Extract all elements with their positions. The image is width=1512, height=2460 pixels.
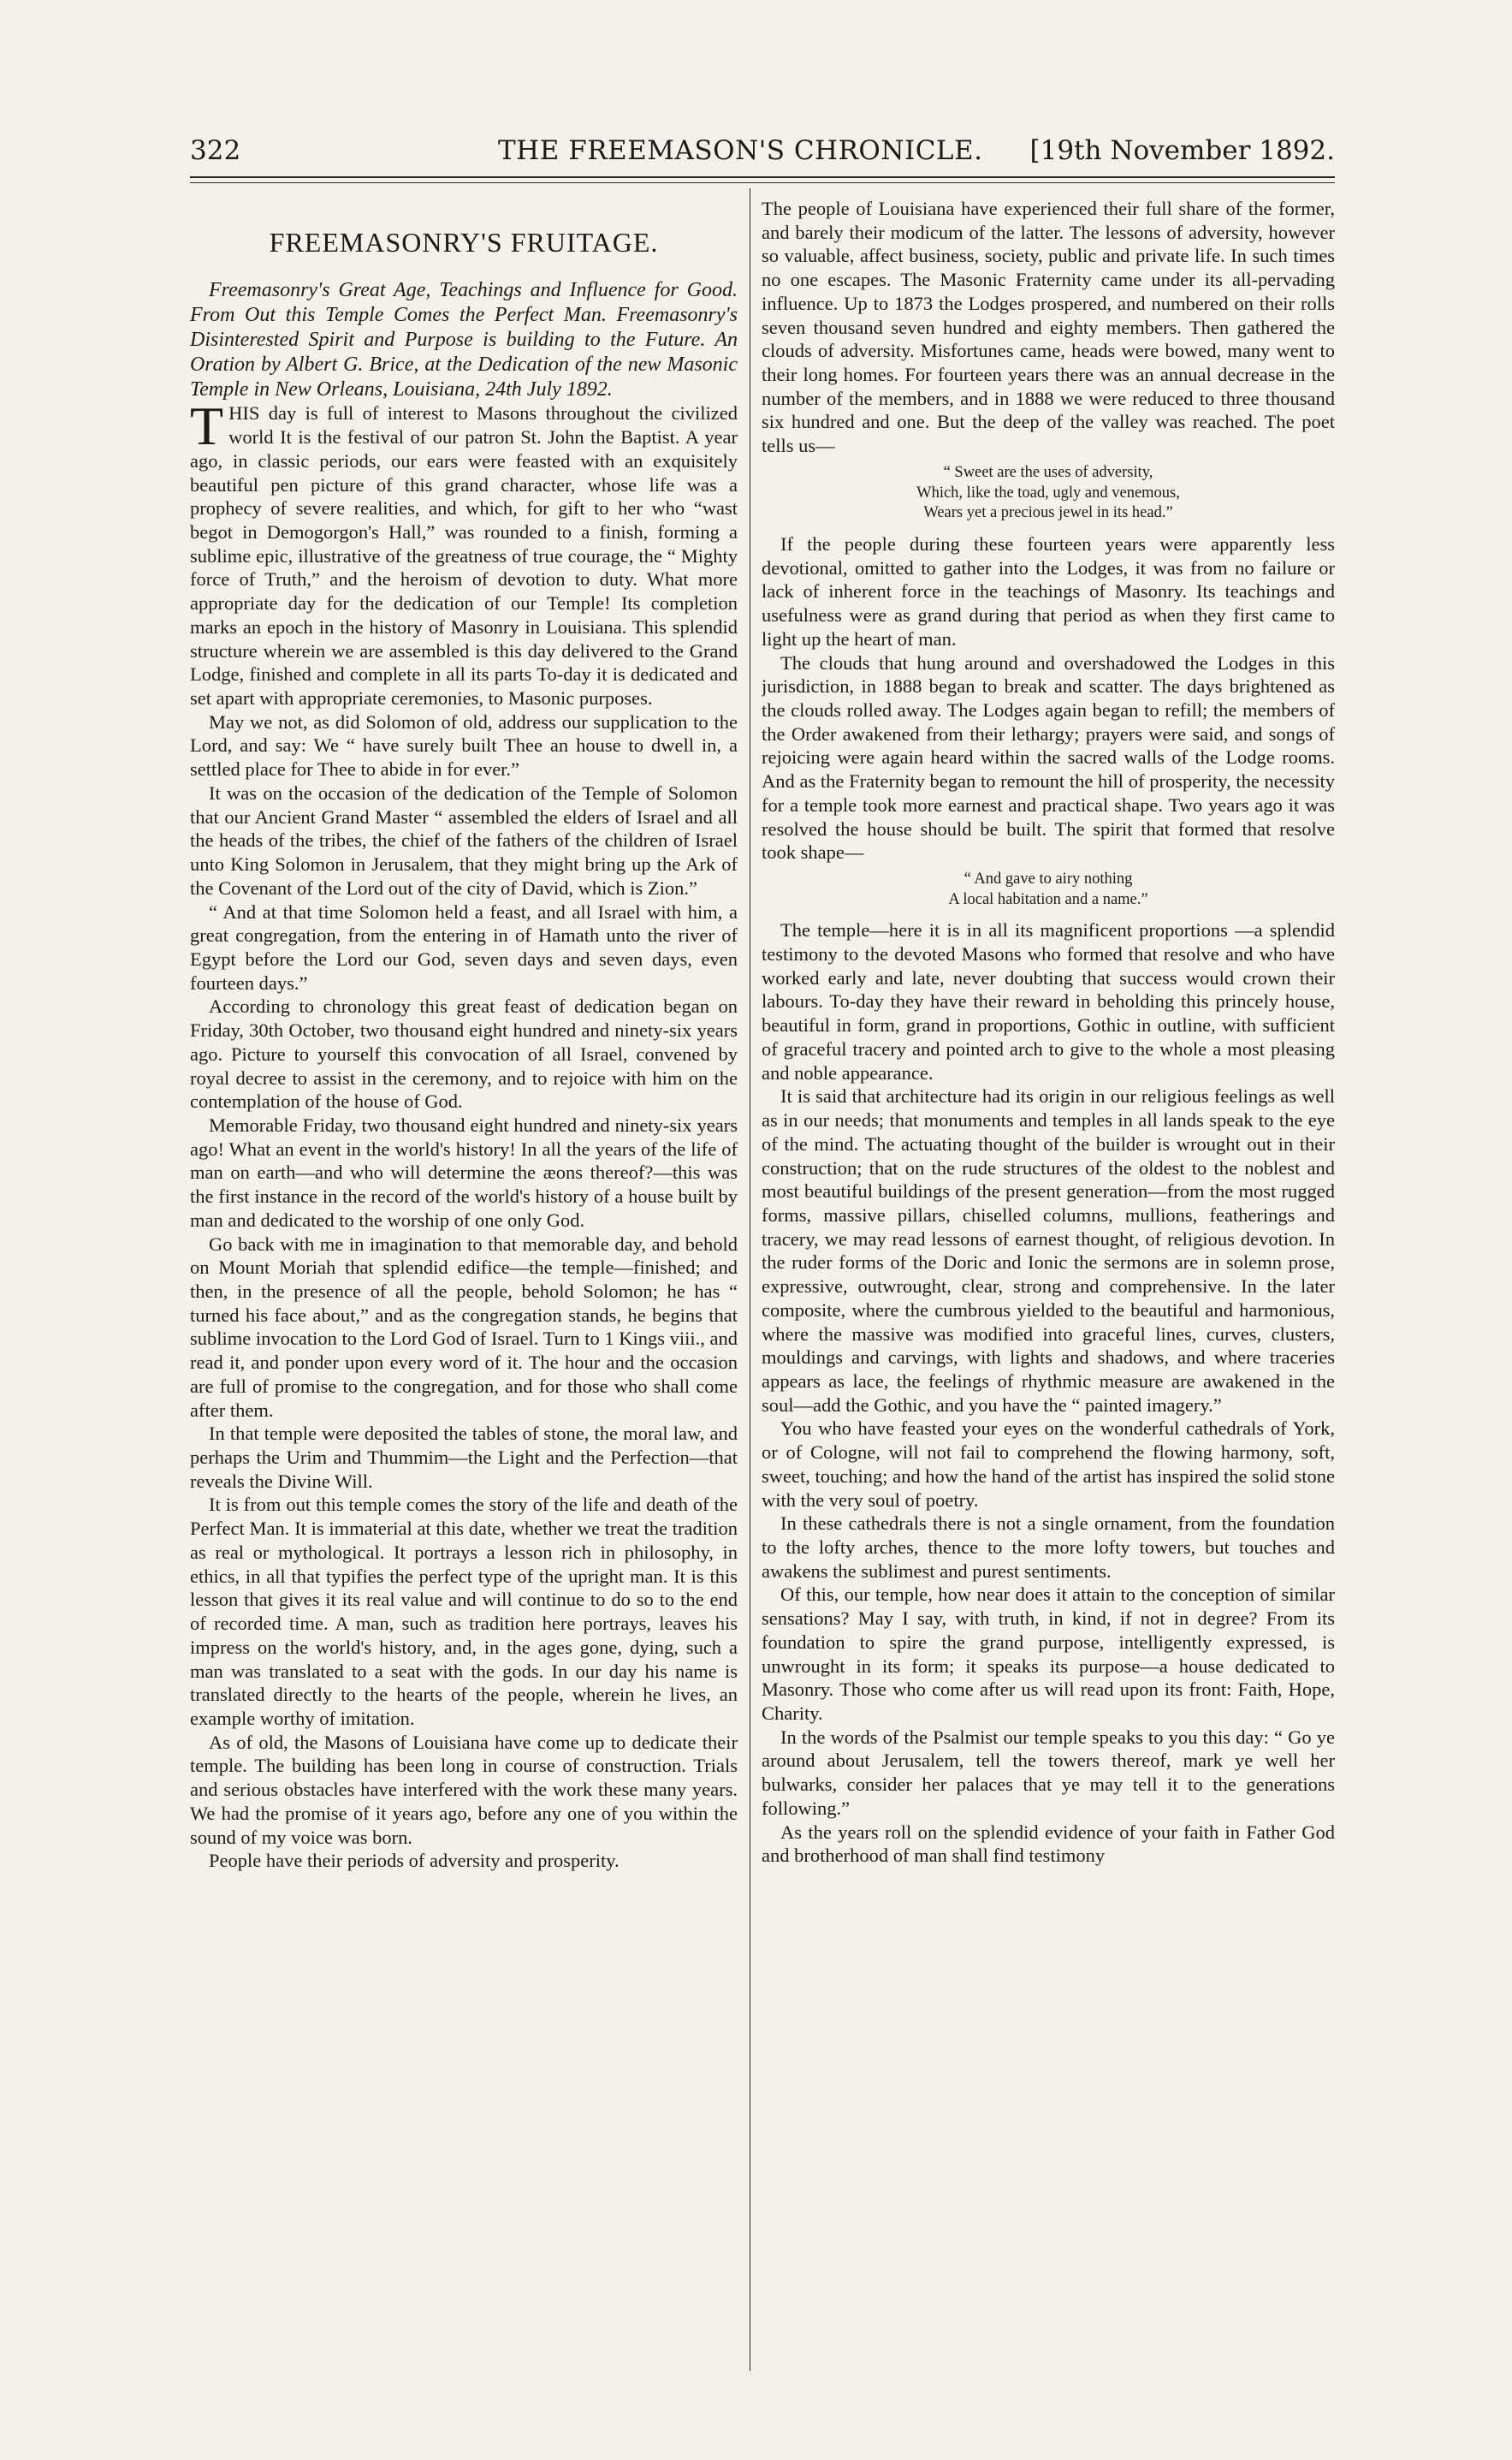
verse-line: “ And gave to airy nothing <box>964 870 1133 888</box>
verse-line: “ Sweet are the uses of adversity, <box>943 463 1153 481</box>
paragraph: The clouds that hung around and overshadowed the Lodges in this jurisdiction, in 1888 began to break and scatter. The days brightened as the clouds rolled away. The Lodges again began to refill; the members of the Order awakened from their lethargy; prayers were said, and songs of rejoicing were again heard within the sacred walls of the Lodge rooms. And as the Fraternity began to remount the hill of prosperity, the necessity for a temple took more earnest and practical shape. Two years ago it was resolved the house should be built. The spirit that formed that resolve took shape— <box>762 651 1335 864</box>
publication-title: THE FREEMASON'S CHRONICLE. <box>498 135 983 166</box>
header-rule <box>190 176 1335 178</box>
paragraph: As of old, the Masons of Louisiana have come up to dedicate their temple. The building has been long in course of construction. Trials and serious obstacles have interfered with the work these many years. We had the promise of it years ago, before any one of you within the sound of my voice was born. <box>190 1731 738 1848</box>
paragraph: In these cathedrals there is not a single ornament, from the foundation to the lofty arches, thence to the more lofty towers, but touches and awakens the sublimest and purest sentiments. <box>762 1512 1335 1582</box>
page-header <box>190 135 1335 175</box>
paragraph: “ And at that time Solomon held a feast, and all Israel with him, a great congregation, from the entering in of Hamath unto the river of Egypt before the Lord our God, seven days and seven days, even fourteen days.” <box>190 900 738 994</box>
first-paragraph <box>190 395 738 710</box>
paragraph: Memorable Friday, two thousand eight hundred and ninety-six years ago! What an event in the world's history! In all the years of the life of man on earth—and who will determine the æons thereof?—this was the first instance in the record of the world's history of a house built by man and dedicated to the worship of one only God. <box>190 1114 738 1231</box>
paragraph: In the words of the Psalmist our temple speaks to you this day: “ Go ye around about Jerusalem, tell the towers thereof, mark ye well her bulwarks, consider her palaces that ye may tell it to the generations following.” <box>762 1726 1335 1819</box>
paragraph: Of this, our temple, how near does it attain to the conception of similar sensations? May I say, with truth, in kind, if not in degree? From its foundation to spire the grand purpose, intelligently expressed, is unwrought in its form; it speaks its purpose—a house dedicated to Masonry. Those who come after us will read upon its front: Faith, Hope, Charity. <box>762 1584 1335 1725</box>
drop-cap: T <box>190 395 224 457</box>
verse-quote <box>762 870 1335 910</box>
issue-date: [19th November 1892. <box>1029 135 1335 166</box>
article-subtitle: Freemasonry's Great Age, Teachings and Influence for Good. From Out this Temple Comes the Perfect Man. Freemasonry's Disinterested Spirit and Purpose is building to the Future. An Oration by Albert G. Brice, at the Dedication of the new Masonic Temple in New Orleans, Louisiana, 24th July 1892. <box>190 279 738 401</box>
article-title: FREEMASONRY'S FRUITAGE. <box>269 227 659 258</box>
paragraph: It was on the occasion of the dedication of the Temple of Solomon that our Ancient Grand Master “ assembled the elders of Israel and all the heads of the tribes, the chief of the fathers of the children of Israel unto King Solomon in Jerusalem, that they might bring up the Ark of the Covenant of the Lord out of the city of David, which is Zion.” <box>190 781 738 899</box>
verse-line: Which, like the toad, ugly and venemous, <box>916 484 1180 502</box>
paragraph: May we not, as did Solomon of old, address our supplication to the Lord, and say: We “ have surely built Thee an house to dwell in, a settled place for Thee to abide in for ever.” <box>190 710 738 781</box>
verse-line: A local habitation and a name.” <box>948 890 1148 908</box>
paragraph: The temple—here it is in all its magnificent proportions —a splendid testimony to the devoted Masons who formed that resolve and who have worked early and late, never doubting that success would crown their labours. To-day they have their reward in beholding this princely house, beautiful in form, grand in proportions, Gothic in outline, with sufficient of graceful tracery and pointed arch to give to the whole a most pleasing and noble appearance. <box>762 919 1335 1084</box>
paragraph: If the people during these fourteen years were apparently less devotional, omitted to gather into the Lodges, it was from no failure or lack of inherent force in the teachings of Masonry. Its teachings and usefulness were as grand during that period as when they first came to light up the heart of man. <box>762 532 1335 650</box>
verse-line: Wears yet a precious jewel in its head.” <box>923 504 1173 522</box>
paragraph: People have their periods of adversity and prosperity. <box>209 1850 620 1872</box>
verse-quote <box>762 463 1335 524</box>
paragraph: You who have feasted your eyes on the wonderful cathedrals of York, or of Cologne, will not fail to comprehend the flowing harmony, soft, sweet, touching; and how the hand of the artist has inspired the solid stone with the very soul of poetry. <box>762 1417 1335 1511</box>
left-column-body <box>190 395 738 1873</box>
paragraph: In that temple were deposited the tables of stone, the moral law, and perhaps the Urim and Thummim—the Light and the Perfection—that reveals the Divine Will. <box>190 1423 738 1492</box>
paragraph: It is from out this temple comes the story of the life and death of the Perfect Man. It is immaterial at this date, whether we treat the tradition as real or mythological. It portrays a lesson rich in philosophy, in ethics, in all that typifies the perfect type of the upright man. It is this lesson that gives it its real value and will continue to do so to the end of recorded time. A man, such as tradition here portrays, leaves his impress on the world's history, and, in the ages gone, dying, such a man was translated to a seat with the gods. In our day his name is translated directly to the hearts of the people, wherein he lives, an example worthy of imitation. <box>190 1494 738 1729</box>
header-rule-thin <box>190 182 1335 183</box>
page-number: 322 <box>190 135 241 166</box>
paragraph: It is said that architecture had its origin in our religious feelings as well as in our needs; that monuments and temples in all lands speak to the eye of the mind. The actuating thought of the builder is wrought out in their construction; that on the rude structures of the oldest to the noblest and most beautiful buildings of the present generation—from the most rugged forms, massive pillars, chiselled columns, mullions, featherings and tracery, we may read lessons of earnest thought, of religious devotion. In the ruder forms of the Doric and Ionic the sermons are in solemn prose, expressive, outwrought, clear, strong and comprehensive. In the later composite, where the cumbrous yielded to the beautiful and harmonious, where the massive was modified into graceful lines, curves, clusters, mouldings and carvings, with lights and shadows, and where traceries appears as lace, the feelings of rhythmic measure are awakened in the soul—add the Gothic, and you have the “ painted imagery.” <box>762 1085 1335 1416</box>
paragraph-text: HIS day is full of interest to Masons throughout the civilized world It is the festival of our patron St. John the Baptist. A year ago, in classic periods, our ears were feasted with an exquisitely beautiful pen picture of this grand character, whose life was a prophecy of severe realities, and which, for gift to her who “wast begot in Demogorgon's Hall,” was rounded to a finish, forming a sublime epic, illustrative of the greatness of true courage, the “ Mighty force of Truth,” and the heroism of devotion to duty. What more appropriate day for the dedication of our Temple! Its completion marks an epoch in the history of Masonry in Louisiana. This splendid structure wherein we are assembled is this day delivered to the Grand Lodge, finished and complete in all its parts To-day it is dedicated and set apart with appropriate ceremonies, to Masonic purposes. <box>190 402 738 710</box>
paragraph: Go back with me in imagination to that memorable day, and behold on Mount Moriah that splendid edifice—the temple—finished; and then, in the presence of all the people, behold Solomon; he has “ turned his face about,” and as the congregation stands, he begins that sublime invocation to the Lord God of Israel. Turn to 1 Kings viii., and read it, and ponder upon every word of it. The hour and the occasion are full of promise to the congregation, and for those who shall come after them. <box>190 1233 738 1421</box>
paragraph: As the years roll on the splendid evidence of your faith in Father God and brotherhood of man shall find testimony <box>762 1821 1335 1867</box>
right-column <box>762 197 1335 2371</box>
paragraph: The people of Louisiana have experienced their full share of the former, and barely their modicum of the latter. The lessons of adversity, however so valuable, affect business, society, public and private life. In such times no one escapes. The Masonic Fraternity came under its all-pervading influence. Up to 1873 the Lodges prospered, and numbered on their rolls seven thousand seven hundred and eighty members. Then gathered the clouds of adversity. Misfortunes came, heads were bowed, many went to their long homes. For fourteen years there was an annual decrease in the number of the members, and in 1888 we were reduced to three thousand six hundred and one. But the deep of the valley was reached. The poet tells us— <box>762 198 1335 457</box>
left-column <box>190 197 738 2371</box>
paragraph: According to chronology this great feast of dedication began on Friday, 30th October, two thousand eight hundred and ninety-six years ago. Picture to yourself this convocation of all Israel, convened by royal decree to assist in the ceremony, and to rejoice with him on the contemplation of the house of God. <box>190 995 738 1113</box>
